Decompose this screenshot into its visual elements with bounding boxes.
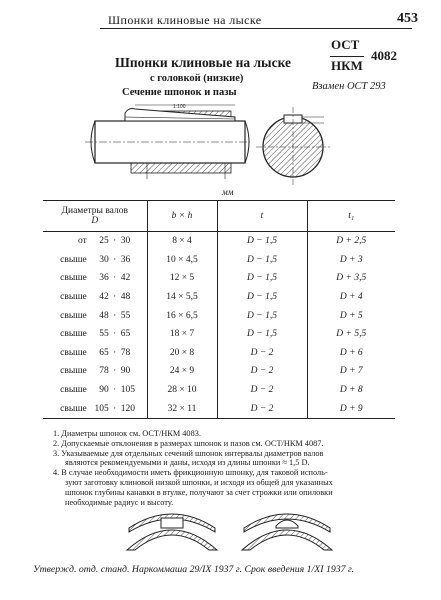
cell-t1: D + 5,5 — [307, 325, 395, 344]
cell-bh: 20 × 8 — [147, 344, 217, 363]
cell-diameter — [43, 362, 147, 381]
cell-diameter-prefix: свыше — [60, 292, 87, 303]
approval-footer: Утвержд. отд. станд. Наркоммаша 29/IX 1937 г. Срок введения 1/XI 1937 г. — [33, 564, 355, 575]
cell-diameter-to: 90 — [120, 366, 131, 377]
cell-diameter-from: 105 — [94, 403, 109, 414]
cell-diameter-from: 25 — [99, 236, 109, 247]
cell-t1: D + 2,5 — [307, 232, 395, 251]
cell-t: D − 2 — [217, 344, 307, 363]
cell-diameter-prefix: свыше — [60, 329, 87, 340]
cell-diameter-to: 30 — [120, 236, 131, 247]
cell-diameter — [43, 306, 147, 325]
cell-diameter-prefix: свыше — [60, 366, 87, 377]
hub-key-sketch-right — [240, 512, 335, 552]
note-line: 3. Указываемые для отдельных сечений шпонок интервалы диаметров валов — [53, 448, 324, 458]
header-diameter — [43, 201, 147, 232]
header-diameter-label: Диаметры валов — [61, 206, 128, 216]
cell-diameter — [43, 232, 147, 251]
table-row — [43, 288, 395, 307]
cell-t: D − 1,5 — [217, 306, 307, 325]
note-line: являются рекомендуемыми и даны, исходя из длины шпонки ≈ 1,5 D. — [65, 458, 310, 468]
shaft-side-view-drawing — [85, 103, 250, 183]
cell-t: D − 1,5 — [217, 269, 307, 288]
page-subtitle: с головкой (низкие) — [150, 73, 244, 84]
cell-diameter-to: 48 — [120, 292, 131, 303]
shaft-cross-section-drawing — [248, 105, 338, 185]
cell-t1: D + 5 — [307, 306, 395, 325]
cell-diameter-sep: · — [113, 273, 117, 284]
cell-diameter — [43, 288, 147, 307]
cell-t: D − 1,5 — [217, 325, 307, 344]
table-row — [43, 269, 395, 288]
table-row — [43, 232, 395, 251]
cell-diameter-from: 78 — [99, 366, 109, 377]
cell-t1: D + 6 — [307, 344, 395, 363]
replaces-note: Взамен ОСТ 293 — [312, 81, 386, 92]
cell-diameter-sep: · — [113, 292, 117, 303]
cell-diameter-sep: · — [113, 385, 117, 396]
cell-t1: D + 7 — [307, 362, 395, 381]
note-line: 4. В случае необходимости иметь фрикционную шпонку, для таковой исполь- — [53, 468, 328, 478]
cell-diameter-prefix: свыше — [60, 403, 87, 414]
header-diameter-symbol: D — [91, 216, 99, 226]
table-row — [43, 344, 395, 363]
cell-diameter-from: 42 — [99, 292, 109, 303]
note-line: шпонок глубины канавки в втулке, получают за счет строжки или опиловки — [65, 487, 333, 497]
cell-diameter-to: 65 — [120, 329, 131, 340]
cell-diameter-prefix: свыше — [60, 310, 87, 321]
cell-diameter-to: 55 — [120, 310, 131, 321]
standard-number: 4082 — [371, 48, 397, 63]
cell-diameter-to: 78 — [120, 347, 131, 358]
note-line: необходимые радиус и высоту. — [65, 497, 174, 507]
cell-t: D − 2 — [217, 362, 307, 381]
cell-diameter-sep: · — [113, 236, 117, 247]
cell-diameter-to: 120 — [120, 403, 135, 414]
note-line: зуют заготовку клиновой низкой шпонки, и исходя из общей для указанных — [65, 477, 333, 487]
cell-diameter-to: 105 — [120, 385, 135, 396]
header-rule — [100, 28, 412, 29]
note-line: 1. Диаметры шпонок см. ОСТ/НКМ 4083. — [53, 429, 201, 438]
header-t1: t₁ — [307, 201, 395, 232]
cell-diameter-sep: · — [113, 347, 117, 358]
table-row — [43, 362, 395, 381]
cell-diameter-to: 42 — [120, 273, 131, 284]
cell-diameter-sep: · — [113, 254, 117, 265]
dimension-label: 1:100 — [173, 104, 186, 110]
cell-diameter-prefix: от — [77, 236, 87, 247]
cell-bh: 10 × 4,5 — [147, 251, 217, 270]
cell-t1: D + 8 — [307, 381, 395, 400]
cell-diameter-prefix: свыше — [60, 347, 87, 358]
page-title: Шпонки клиновые на лыске — [115, 55, 292, 70]
cell-bh: 8 × 4 — [147, 232, 217, 251]
cell-diameter-from: 55 — [99, 329, 109, 340]
cell-diameter-prefix: свыше — [60, 254, 87, 265]
cell-t1: D + 3,5 — [307, 269, 395, 288]
cell-t: D − 2 — [217, 399, 307, 418]
table-row — [43, 306, 395, 325]
running-head: Шпонки клиновые на лыске — [108, 13, 262, 27]
cell-bh: 12 × 5 — [147, 269, 217, 288]
cell-diameter-prefix: свыше — [60, 273, 87, 284]
cell-bh: 28 × 10 — [147, 381, 217, 400]
cell-diameter-sep: · — [113, 310, 117, 321]
cell-t1: D + 9 — [307, 399, 395, 418]
cell-t: D − 2 — [217, 381, 307, 400]
table-row — [43, 399, 395, 418]
cell-diameter-sep: · — [113, 329, 117, 340]
note-line: 2. Допускаемые отклонения в размерах шпонок и пазов см. ОСТ/НКМ 4087. — [53, 438, 324, 448]
cell-bh: 32 × 11 — [147, 399, 217, 418]
cell-t: D − 1,5 — [217, 232, 307, 251]
table-row — [43, 325, 395, 344]
cell-diameter — [43, 251, 147, 270]
cell-diameter-from: 48 — [99, 310, 109, 321]
cell-diameter-from: 90 — [99, 385, 109, 396]
table-row — [43, 251, 395, 270]
unit-label: мм — [222, 187, 234, 197]
cell-diameter-to: 36 — [120, 254, 131, 265]
cell-t: D − 1,5 — [217, 251, 307, 270]
page-number: 453 — [397, 11, 418, 26]
cell-diameter-from: 30 — [99, 254, 109, 265]
notes-block — [53, 429, 413, 507]
cell-diameter-prefix: свыше — [60, 385, 87, 396]
section-subtitle: Сечение шпонок и пазы — [122, 87, 237, 98]
cell-diameter-sep: · — [113, 366, 117, 377]
key-dimensions-table — [43, 200, 395, 419]
cell-bh: 14 × 5,5 — [147, 288, 217, 307]
cell-t1: D + 4 — [307, 288, 395, 307]
cell-diameter-from: 65 — [99, 347, 109, 358]
cell-diameter-sep: · — [113, 403, 117, 414]
table-row — [43, 381, 395, 400]
cell-diameter — [43, 269, 147, 288]
cell-diameter — [43, 399, 147, 418]
cell-t1: D + 3 — [307, 251, 395, 270]
standard-fraction-line — [330, 56, 364, 57]
cell-bh: 18 × 7 — [147, 325, 217, 344]
table-header-row — [43, 201, 395, 232]
header-bh: b × h — [147, 201, 217, 232]
standard-nkm: НКМ — [331, 58, 363, 73]
cell-t: D − 1,5 — [217, 288, 307, 307]
cell-bh: 24 × 9 — [147, 362, 217, 381]
header-t: t — [217, 201, 307, 232]
cell-diameter — [43, 325, 147, 344]
standard-ost: ОСТ — [331, 37, 360, 52]
hub-key-sketch-left — [125, 512, 220, 552]
cell-diameter-from: 36 — [99, 273, 109, 284]
cell-diameter — [43, 381, 147, 400]
cell-diameter — [43, 344, 147, 363]
cell-bh: 16 × 6,5 — [147, 306, 217, 325]
